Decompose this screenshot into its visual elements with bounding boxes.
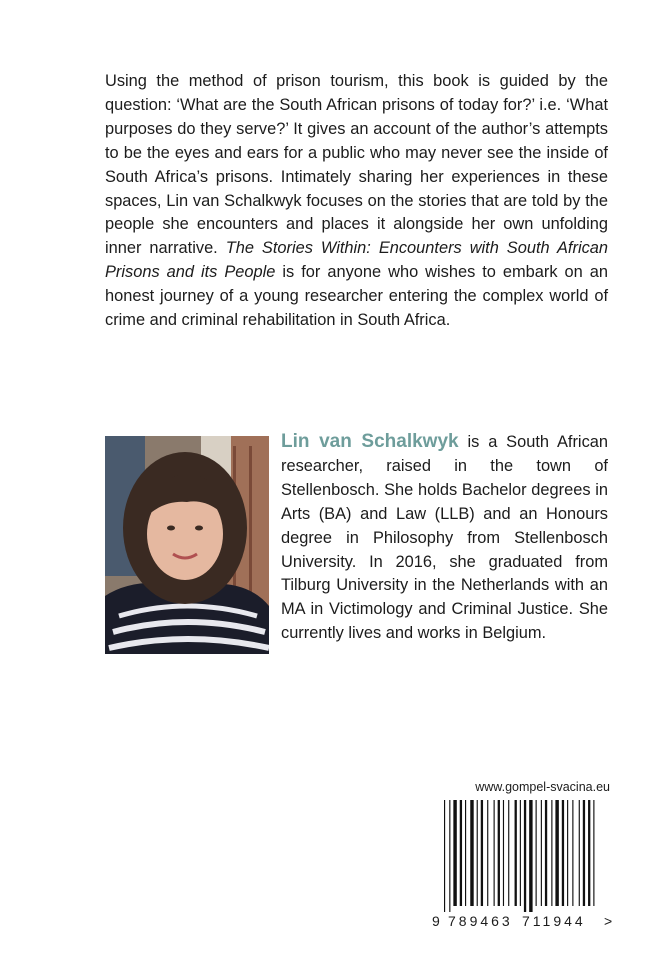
barcode-bar — [481, 800, 483, 906]
barcode-bar — [498, 800, 500, 906]
author-bio-body: is a South African researcher, raised in the town of Stellenbosch. She holds Bachelor degrees in Arts (BA) and Law (LLB) and an Honours degree in Philosophy from Stellenbosch University. In 2016, she graduated from Tilburg University in the Netherlands with an MA in Victimology and Criminal Justice. She currently lives and works in Belgium. — [281, 433, 608, 643]
barcode-bar — [520, 800, 521, 906]
barcode-digit-first: 9 — [432, 913, 440, 928]
barcode-bar — [449, 800, 450, 912]
barcode-bar — [524, 800, 526, 912]
photo-float — [105, 436, 269, 654]
barcode-bar — [588, 800, 590, 906]
barcode-digits-right: 711944 — [522, 913, 586, 928]
barcode-bar — [555, 800, 558, 906]
barcode-bar — [529, 800, 532, 912]
barcode-bar — [567, 800, 568, 906]
barcode-digits-left: 789463 — [448, 913, 513, 928]
barcode-bar — [541, 800, 542, 906]
barcode-bar — [460, 800, 462, 906]
barcode-bar — [572, 800, 573, 906]
barcode-bar — [551, 800, 552, 906]
barcode-bar — [515, 800, 517, 906]
barcode-bar — [453, 800, 456, 906]
author-photo — [105, 436, 269, 654]
author-bio — [105, 430, 608, 654]
barcode-bar — [593, 800, 594, 906]
blurb-text-end: is for anyone who wishes to embark on an honest journey of a young researcher entering the complex world of crime and criminal rehabilitation in South Africa. — [105, 263, 609, 330]
book-blurb — [105, 70, 608, 333]
barcode-bar — [508, 800, 509, 906]
barcode-bar — [503, 800, 504, 906]
isbn-barcode — [428, 798, 618, 928]
barcode-end-mark: > — [604, 913, 613, 928]
barcode-bar — [487, 800, 488, 906]
barcode-bar — [545, 800, 547, 906]
barcode-bar — [477, 800, 478, 906]
blurb-text: Using the method of prison tourism, this book is guided by the question: ‘What are the South African prisons of today for?’ i.e. ‘What purposes do they serve?’ It gives an account of the author’s attempts to be the eyes and ears for a public who may never see the inside of South Africa’s prisons. Intimately sharing her experiences in these spaces, Lin van Schalkwyk focuses on the stories that are told by the people she encounters and places it alongside her own unfolding inner narrative. — [105, 72, 608, 258]
barcode-bar — [465, 800, 466, 906]
author-name: Lin van Schalkwyk — [281, 431, 459, 452]
barcode-bar — [444, 800, 445, 912]
publisher-website: www.gompel-svacina.eu — [475, 780, 610, 794]
barcode-bar — [562, 800, 564, 906]
barcode-bar — [470, 800, 473, 906]
barcode-bar — [583, 800, 585, 906]
barcode-bar — [579, 800, 580, 906]
barcode-bar — [494, 800, 495, 906]
barcode-bars — [444, 800, 594, 912]
barcode-bar — [536, 800, 537, 906]
book-title-italic: The Stories Within: Encounters with South African Prisons and its People — [105, 239, 609, 282]
author-bio-text — [281, 433, 608, 642]
